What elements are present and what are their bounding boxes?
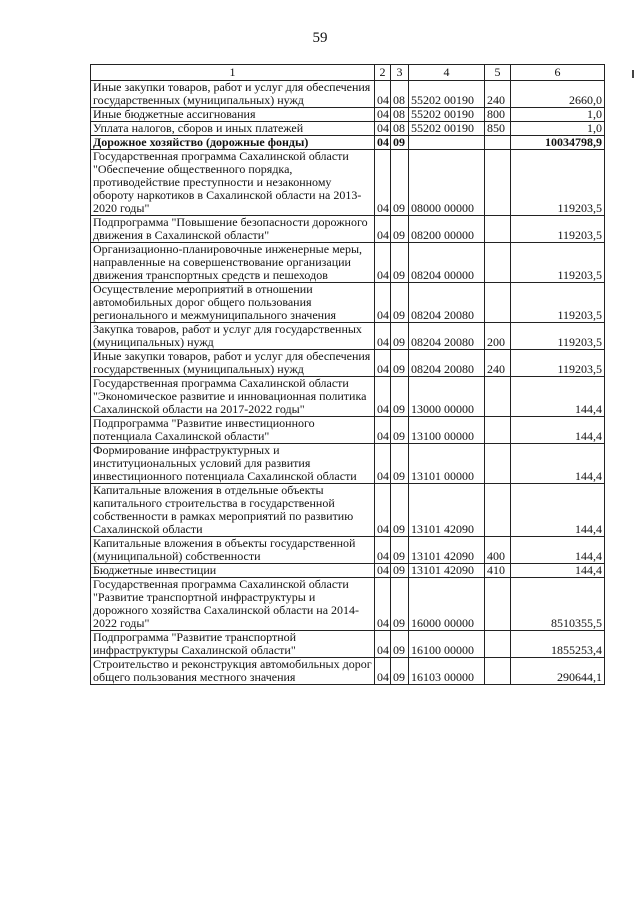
row-section-cell: 04 — [375, 216, 391, 243]
row-amount-cell: 1,0 — [511, 108, 605, 122]
row-subsection-cell: 09 — [391, 243, 409, 283]
row-subsection-cell: 08 — [391, 122, 409, 136]
row-amount-cell: 144,4 — [511, 484, 605, 537]
row-subsection-cell: 09 — [391, 564, 409, 578]
row-subsection-cell: 09 — [391, 631, 409, 658]
row-target-article-cell: 16000 00000 — [409, 578, 485, 631]
row-target-article-cell: 08200 00000 — [409, 216, 485, 243]
table-row — [91, 377, 605, 417]
row-amount-cell: 119203,5 — [511, 243, 605, 283]
row-amount-cell: 144,4 — [511, 564, 605, 578]
table-row — [91, 350, 605, 377]
column-header: 5 — [485, 65, 511, 81]
row-section-cell: 04 — [375, 537, 391, 564]
row-amount-cell: 119203,5 — [511, 216, 605, 243]
row-expense-type-cell — [485, 578, 511, 631]
row-subsection-cell: 09 — [391, 323, 409, 350]
row-section-cell: 04 — [375, 350, 391, 377]
row-expense-type-cell: 200 — [485, 323, 511, 350]
row-expense-type-cell — [485, 243, 511, 283]
table-row — [91, 484, 605, 537]
row-expense-type-cell: 240 — [485, 350, 511, 377]
row-expense-type-cell — [485, 216, 511, 243]
row-section-cell: 04 — [375, 564, 391, 578]
row-target-article-cell: 13101 00000 — [409, 444, 485, 484]
row-subsection-cell: 09 — [391, 578, 409, 631]
row-name-cell: Государственная программа Сахалинской области "Экономическое развитие и инновационная политика Сахалинской области на 2017-2022 годы" — [91, 377, 375, 417]
page-number: 59 — [312, 30, 328, 46]
row-expense-type-cell: 850 — [485, 122, 511, 136]
row-target-article-cell: 16103 00000 — [409, 658, 485, 685]
row-name-cell: Организационно-планировочные инженерные меры, направленные на совершенствование организации движения транспортных средств и пешеходов — [91, 243, 375, 283]
table-row — [91, 323, 605, 350]
row-name-cell: Подпрограмма "Развитие инвестиционного потенциала Сахалинской области" — [91, 417, 375, 444]
table-row — [91, 122, 605, 136]
column-header: 4 — [409, 65, 485, 81]
row-section-cell: 04 — [375, 484, 391, 537]
row-subsection-cell: 09 — [391, 417, 409, 444]
table-row — [91, 108, 605, 122]
row-expense-type-cell — [485, 658, 511, 685]
row-name-cell: Подпрограмма "Развитие транспортной инфраструктуры Сахалинской области" — [91, 631, 375, 658]
row-amount-cell: 119203,5 — [511, 150, 605, 216]
table-body — [91, 81, 605, 685]
row-expense-type-cell — [485, 631, 511, 658]
row-section-cell: 04 — [375, 658, 391, 685]
row-subsection-cell: 08 — [391, 81, 409, 108]
row-amount-cell: 144,4 — [511, 444, 605, 484]
row-target-article-cell: 13100 00000 — [409, 417, 485, 444]
row-subsection-cell: 09 — [391, 150, 409, 216]
row-subsection-cell: 09 — [391, 283, 409, 323]
row-expense-type-cell — [485, 484, 511, 537]
row-target-article-cell: 08204 20080 — [409, 323, 485, 350]
table-row — [91, 81, 605, 108]
row-expense-type-cell: 400 — [485, 537, 511, 564]
row-section-cell: 04 — [375, 122, 391, 136]
row-section-cell: 04 — [375, 150, 391, 216]
row-target-article-cell: 16100 00000 — [409, 631, 485, 658]
row-subsection-cell: 08 — [391, 108, 409, 122]
row-name-cell: Капитальные вложения в объекты государственной (муниципальной) собственности — [91, 537, 375, 564]
row-section-cell: 04 — [375, 323, 391, 350]
row-name-cell: Бюджетные инвестиции — [91, 564, 375, 578]
column-header: 3 — [391, 65, 409, 81]
table-header-row — [91, 65, 605, 81]
row-target-article-cell: 08204 20080 — [409, 283, 485, 323]
row-subsection-cell: 09 — [391, 136, 409, 150]
row-name-cell: Закупка товаров, работ и услуг для государственных (муниципальных) нужд — [91, 323, 375, 350]
row-section-cell: 04 — [375, 631, 391, 658]
row-subsection-cell: 09 — [391, 537, 409, 564]
row-subsection-cell: 09 — [391, 377, 409, 417]
row-target-article-cell: 08000 00000 — [409, 150, 485, 216]
row-target-article-cell: 13101 42090 — [409, 484, 485, 537]
row-amount-cell: 144,4 — [511, 537, 605, 564]
table-row — [91, 150, 605, 216]
row-amount-cell: 1,0 — [511, 122, 605, 136]
row-name-cell: Капитальные вложения в отдельные объекты капитального строительства в государственной собственности в рамках мероприятий по развитию Сахалинской области — [91, 484, 375, 537]
column-header: 6 — [511, 65, 605, 81]
row-name-cell: Иные закупки товаров, работ и услуг для обеспечения государственных (муниципальных) нужд — [91, 350, 375, 377]
column-header: 2 — [375, 65, 391, 81]
table-row — [91, 283, 605, 323]
table-row — [91, 136, 605, 150]
row-expense-type-cell — [485, 444, 511, 484]
row-section-cell: 04 — [375, 417, 391, 444]
row-name-cell: Уплата налогов, сборов и иных платежей — [91, 122, 375, 136]
row-section-cell: 04 — [375, 136, 391, 150]
row-amount-cell: 144,4 — [511, 377, 605, 417]
row-expense-type-cell: 410 — [485, 564, 511, 578]
scan-edge-mark — [632, 70, 634, 78]
row-amount-cell: 1855253,4 — [511, 631, 605, 658]
row-amount-cell: 290644,1 — [511, 658, 605, 685]
row-target-article-cell: 08204 00000 — [409, 243, 485, 283]
row-section-cell: 04 — [375, 108, 391, 122]
row-amount-cell: 8510355,5 — [511, 578, 605, 631]
row-name-cell: Строительство и реконструкция автомобильных дорог общего пользования местного значения — [91, 658, 375, 685]
row-name-cell: Иные бюджетные ассигнования — [91, 108, 375, 122]
row-expense-type-cell — [485, 150, 511, 216]
row-expense-type-cell — [485, 377, 511, 417]
row-name-cell: Иные закупки товаров, работ и услуг для обеспечения государственных (муниципальных) нужд — [91, 81, 375, 108]
row-target-article-cell: 13000 00000 — [409, 377, 485, 417]
row-amount-cell: 119203,5 — [511, 323, 605, 350]
budget-table — [90, 64, 605, 685]
row-name-cell: Государственная программа Сахалинской области "Обеспечение общественного порядка, противодействие преступности и незаконному обороту наркотиков в Сахалинской области на 2013-2020 годы" — [91, 150, 375, 216]
table-row — [91, 631, 605, 658]
row-subsection-cell: 09 — [391, 444, 409, 484]
table-row — [91, 216, 605, 243]
row-target-article-cell: 13101 42090 — [409, 564, 485, 578]
row-subsection-cell: 09 — [391, 658, 409, 685]
row-target-article-cell: 08204 20080 — [409, 350, 485, 377]
row-expense-type-cell — [485, 136, 511, 150]
row-expense-type-cell: 240 — [485, 81, 511, 108]
row-target-article-cell: 55202 00190 — [409, 122, 485, 136]
row-section-cell: 04 — [375, 578, 391, 631]
row-name-cell: Формирование инфраструктурных и институциональных условий для развития инвестиционного потенциала Сахалинской области — [91, 444, 375, 484]
table-row — [91, 417, 605, 444]
row-section-cell: 04 — [375, 444, 391, 484]
row-amount-cell: 119203,5 — [511, 283, 605, 323]
row-name-cell: Дорожное хозяйство (дорожные фонды) — [91, 136, 375, 150]
row-amount-cell: 2660,0 — [511, 81, 605, 108]
row-expense-type-cell — [485, 417, 511, 444]
table-row — [91, 537, 605, 564]
row-name-cell: Осуществление мероприятий в отношении автомобильных дорог общего пользования регионального и межмуниципального значения — [91, 283, 375, 323]
column-header: 1 — [91, 65, 375, 81]
row-amount-cell: 144,4 — [511, 417, 605, 444]
row-section-cell: 04 — [375, 283, 391, 323]
row-target-article-cell: 13101 42090 — [409, 537, 485, 564]
row-subsection-cell: 09 — [391, 350, 409, 377]
table-row — [91, 658, 605, 685]
row-name-cell: Государственная программа Сахалинской области "Развитие транспортной инфраструктуры и дорожного хозяйства Сахалинской области на 2014-2022 годы" — [91, 578, 375, 631]
row-target-article-cell: 55202 00190 — [409, 81, 485, 108]
row-section-cell: 04 — [375, 243, 391, 283]
row-subsection-cell: 09 — [391, 484, 409, 537]
table-row — [91, 564, 605, 578]
row-section-cell: 04 — [375, 81, 391, 108]
row-name-cell: Подпрограмма "Повышение безопасности дорожного движения в Сахалинской области" — [91, 216, 375, 243]
table-row — [91, 243, 605, 283]
row-amount-cell: 10034798,9 — [511, 136, 605, 150]
row-section-cell: 04 — [375, 377, 391, 417]
row-target-article-cell: 55202 00190 — [409, 108, 485, 122]
row-subsection-cell: 09 — [391, 216, 409, 243]
row-amount-cell: 119203,5 — [511, 350, 605, 377]
row-target-article-cell — [409, 136, 485, 150]
row-expense-type-cell: 800 — [485, 108, 511, 122]
table-row — [91, 444, 605, 484]
table-row — [91, 578, 605, 631]
row-expense-type-cell — [485, 283, 511, 323]
